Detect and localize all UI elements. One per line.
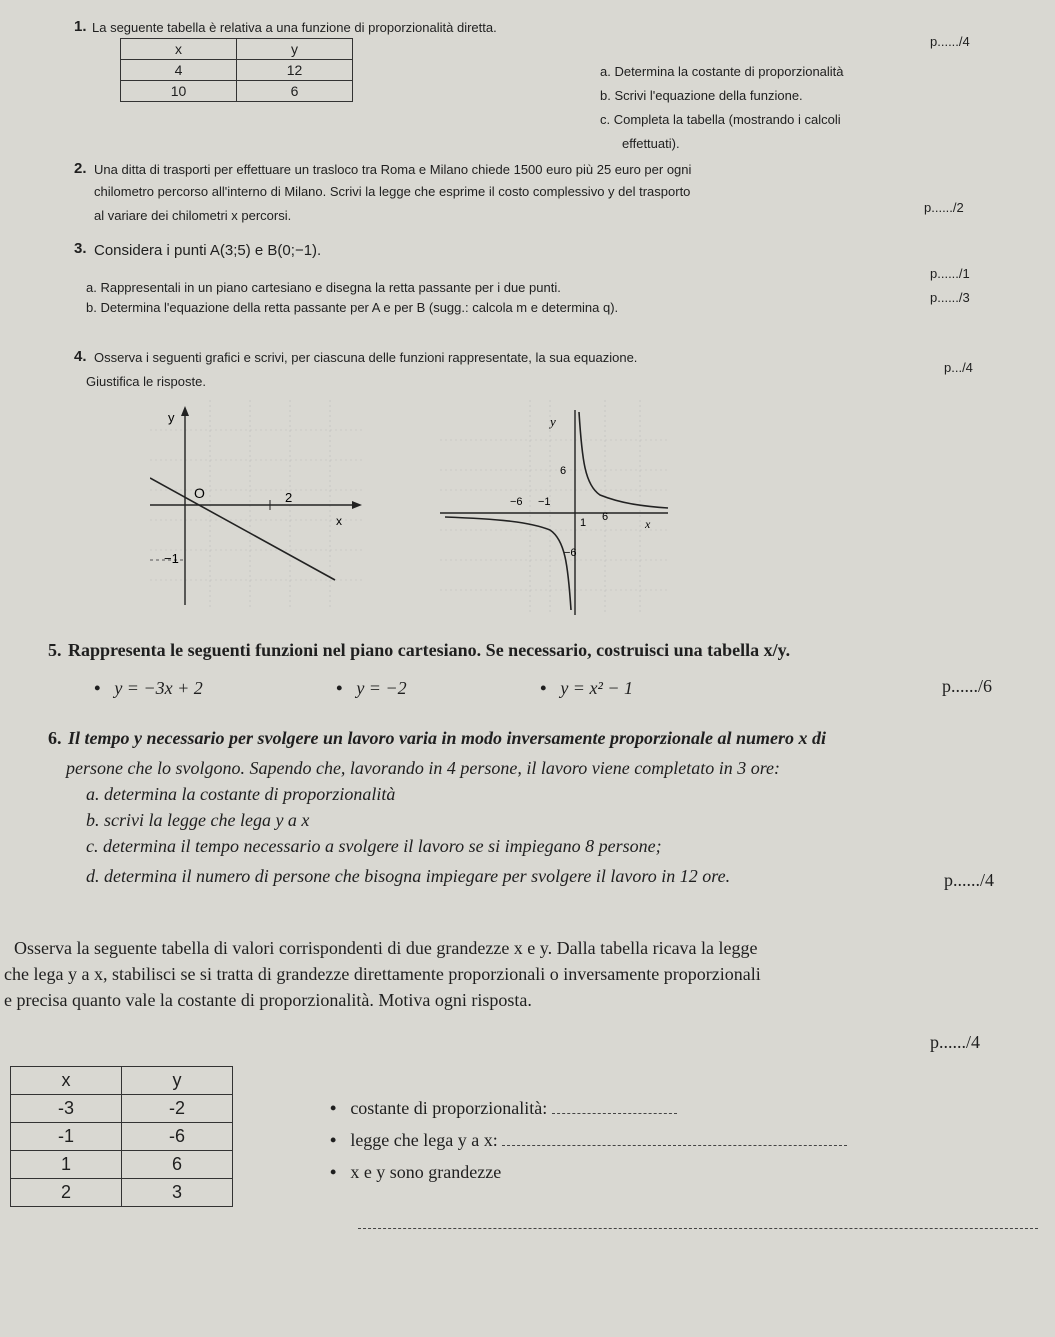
q1-item-b: b. Scrivi l'equazione della funzione. <box>600 88 803 103</box>
q1-col-x: x <box>121 39 237 60</box>
graph2-branch-left <box>445 517 571 610</box>
graph2-t3: −1 <box>538 496 551 508</box>
q2-line2: chilometro percorso all'interno di Milano. Scrivi la legge che esprime il costo complessivo y del trasporto <box>94 184 691 199</box>
q6-line2: persone che lo svolgono. Sapendo che, lavorando in 4 persone, il lavoro viene completato in 3 ore: <box>66 758 781 778</box>
q7-points: p....../4 <box>930 1032 981 1052</box>
q3-item-a: a. Rappresentali in un piano cartesiano e disegna la retta passante per i due punti. <box>86 280 561 295</box>
q1-intro: La seguente tabella è relativa a una funzione di proporzionalità diretta. <box>92 20 497 35</box>
q6-line1: Il tempo y necessario per svolgere un lavoro varia in modo inversamente proporzionale al numero x di <box>68 728 827 748</box>
q7-bullet-law <box>330 1130 847 1151</box>
q3-item-b: b. Determina l'equazione della retta passante per A e per B (sugg.: calcola m e determina q). <box>86 300 619 315</box>
q7-col-x: x <box>11 1067 122 1095</box>
graph2-t6: −6 <box>564 547 577 559</box>
q1-item-a: a. Determina la costante di proporzionalità <box>600 64 844 79</box>
q3-points-b: p....../3 <box>930 290 970 305</box>
q7-bullet-constant <box>330 1098 677 1119</box>
q5-f2: • y = −2 <box>336 678 407 699</box>
q1-cell: 12 <box>237 60 353 81</box>
q7-bullet-type <box>330 1162 501 1183</box>
graph1-y-label: y <box>168 410 175 425</box>
q5-number: 5. <box>48 640 62 660</box>
q7-cell: -1 <box>11 1123 122 1151</box>
q7-cell: -3 <box>11 1095 122 1123</box>
q7-bullet-law-label: legge che lega y a x: <box>350 1130 498 1150</box>
graph2-branch-right <box>579 412 668 508</box>
q7-cell: 2 <box>11 1179 122 1207</box>
q1-item-c: c. Completa la tabella (mostrando i calcoli <box>600 112 841 127</box>
q7-cell: -6 <box>122 1123 233 1151</box>
graph1-x-label: x <box>336 514 342 528</box>
q2-number: 2. <box>74 160 87 177</box>
q1-points: p....../4 <box>930 34 970 49</box>
graph1-tick-y: −1 <box>164 551 179 566</box>
graph-line <box>150 400 365 610</box>
answer-blank-law[interactable] <box>502 1145 847 1146</box>
graph1-origin: O <box>194 485 205 501</box>
q5-text: Rappresenta le seguenti funzioni nel piano cartesiano. Se necessario, costruisci una tabella x/y. <box>68 640 791 660</box>
q7-cell: -2 <box>122 1095 233 1123</box>
q7-cell: 6 <box>122 1151 233 1179</box>
q3-points-a: p....../1 <box>930 266 970 281</box>
q7-line3: e precisa quanto vale la costante di proporzionalità. Motiva ogni risposta. <box>4 990 532 1010</box>
q6-points: p....../4 <box>944 870 995 890</box>
q1-table <box>120 38 353 102</box>
q6-item-d: d. determina il numero di persone che bisogna impiegare per svolgere il lavoro in 12 ore. <box>86 866 731 886</box>
q2-line1: Una ditta di trasporti per effettuare un trasloco tra Roma e Milano chiede 1500 euro più 25 euro per ogni <box>94 162 692 177</box>
q7-line2: che lega y a x, stabilisci se si tratta di grandezze direttamente proporzionali o inversamente proporzionali <box>4 964 761 984</box>
q3-intro: Considera i punti A(3;5) e B(0;−1). <box>94 242 322 259</box>
graph2-y-label: y <box>550 414 556 429</box>
q7-table <box>10 1066 233 1207</box>
q7-bullet-type-label: x e y sono grandezze <box>350 1162 502 1182</box>
graph2-t2: −6 <box>510 496 523 508</box>
q1-item-c2: effettuati). <box>622 136 680 151</box>
q4-line2: Giustifica le risposte. <box>86 374 206 389</box>
q1-cell: 10 <box>121 81 237 102</box>
q7-col-y: y <box>122 1067 233 1095</box>
q1-cell: 6 <box>237 81 353 102</box>
q6-item-c: c. determina il tempo necessario a svolgere il lavoro se si impiegano 8 persone; <box>86 836 662 856</box>
q5-points: p....../6 <box>942 676 993 696</box>
q7-cell: 3 <box>122 1179 233 1207</box>
q1-cell: 4 <box>121 60 237 81</box>
q2-line3: al variare dei chilometri x percorsi. <box>94 208 292 223</box>
answer-blank-type[interactable] <box>358 1198 1038 1229</box>
graph2-t4: 1 <box>580 517 587 529</box>
q7-line1: Osserva la seguente tabella di valori corrispondenti di due grandezze x e y. Dalla tabella ricava la legge <box>14 938 758 958</box>
q5-f3: • y = x² − 1 <box>540 678 633 699</box>
q6-item-b: b. scrivi la legge che lega y a x <box>86 810 310 830</box>
q4-number: 4. <box>74 348 87 365</box>
q3-number: 3. <box>74 240 87 257</box>
graph-hyperbola <box>440 400 670 615</box>
q2-points: p....../2 <box>924 200 964 215</box>
q4-points: p.../4 <box>944 360 973 375</box>
q6-number: 6. <box>48 728 62 748</box>
q5-f1: • y = −3x + 2 <box>94 678 203 699</box>
q4-line1: Osserva i seguenti grafici e scrivi, per ciascuna delle funzioni rappresentate, la sua equazione. <box>94 350 638 365</box>
graph1-tick-x: 2 <box>285 490 293 505</box>
q1-number: 1. <box>74 18 87 35</box>
q1-col-y: y <box>237 39 353 60</box>
q7-bullet-constant-label: costante di proporzionalità: <box>350 1098 548 1118</box>
q7-cell: 1 <box>11 1151 122 1179</box>
graph2-x-label: x <box>645 517 651 531</box>
graph2-t1: 6 <box>560 465 567 477</box>
graph2-t5: 6 <box>602 511 609 523</box>
answer-blank-constant[interactable] <box>552 1113 677 1114</box>
q6-item-a: a. determina la costante di proporzionalità <box>86 784 396 804</box>
